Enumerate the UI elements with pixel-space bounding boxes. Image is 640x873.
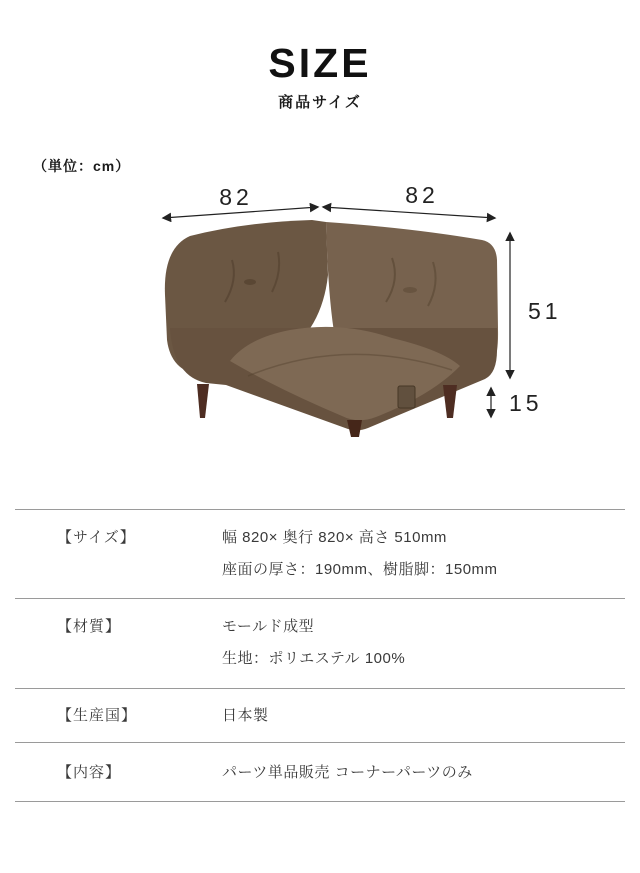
- corner-sofa-illustration: [165, 220, 498, 437]
- spec-value-line: 生地：ポリエステル 100%: [222, 650, 406, 667]
- page-subtitle: 商品サイズ: [278, 94, 362, 111]
- spec-value: [222, 611, 625, 675]
- sofa-leg-front-center: [347, 420, 362, 437]
- width-right-arrow: [323, 207, 495, 218]
- sofa-tuft-dimple: [403, 287, 417, 293]
- spec-row-country: [15, 688, 625, 742]
- sofa-tuft-dimple: [244, 279, 256, 285]
- unit-note: （単位：cm）: [33, 158, 131, 174]
- dimension-label-width-right: 82: [405, 182, 439, 208]
- dimension-label-width-left: 82: [219, 184, 253, 210]
- spec-row-size: [15, 509, 625, 598]
- dimension-label-seat-height: 51: [528, 298, 562, 324]
- spec-row-material: [15, 598, 625, 688]
- spec-label: 【サイズ】: [57, 529, 136, 546]
- spec-value-line: 座面の厚さ：190mm、樹脂脚：150mm: [222, 561, 498, 578]
- spec-label: 【内容】: [57, 764, 122, 781]
- spec-value-line: 日本製: [222, 707, 269, 724]
- spec-row-contents: [15, 742, 625, 802]
- page-title: SIZE: [268, 40, 372, 86]
- spec-value-line: モールド成型: [222, 618, 315, 635]
- sofa-leg-front-right: [443, 385, 457, 418]
- spec-table: [15, 509, 625, 802]
- spec-value: [222, 700, 625, 732]
- spec-label: 【生産国】: [57, 707, 138, 724]
- spec-value-line: パーツ単品販売 コーナーパーツのみ: [222, 764, 473, 781]
- spec-label: 【材質】: [57, 618, 122, 635]
- spec-value: [222, 757, 625, 789]
- spec-value: [222, 522, 625, 586]
- dimension-label-leg-height: 15: [509, 390, 543, 416]
- spec-value-line: 幅 820× 奥行 820× 高さ 510mm: [222, 529, 447, 546]
- sofa-side-tab: [398, 386, 415, 408]
- sofa-leg-front-left: [197, 384, 209, 418]
- product-size-diagram: [130, 180, 620, 450]
